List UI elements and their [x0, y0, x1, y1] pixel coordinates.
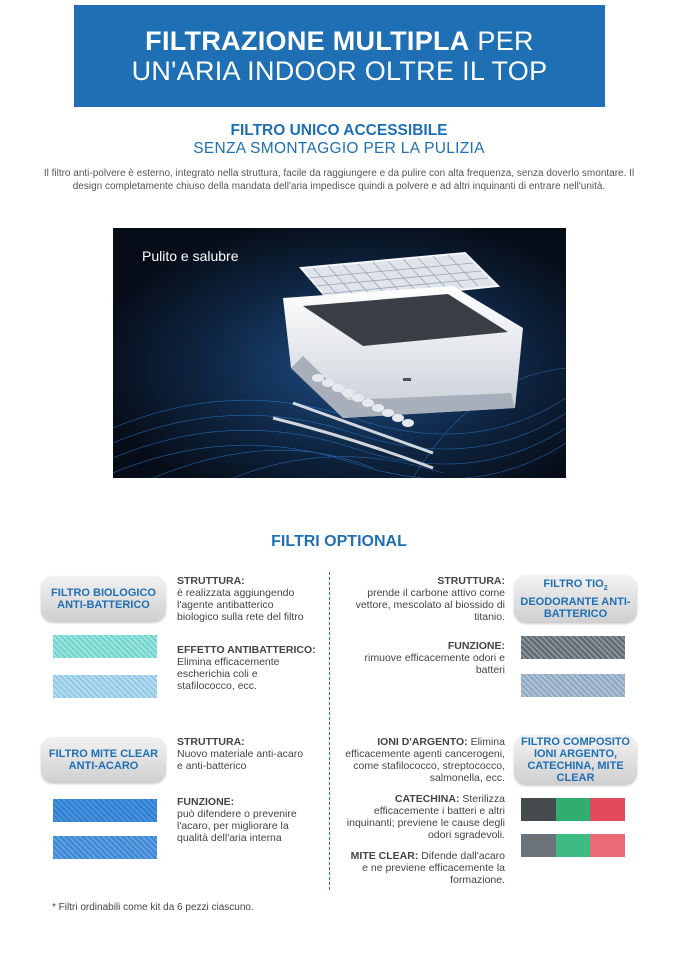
banner-line-2: UN'ARIA INDOOR OLTRE IL TOP	[131, 56, 548, 86]
air-conditioner-illustration	[113, 228, 566, 478]
mite-clear-structure: STRUTTURA: Nuovo materiale anti-acaro e anti-batterico	[177, 736, 304, 772]
bio-filter-effect: EFFETTO ANTIBATTERICO: Elimina efficacemente escherichia coli e stafilococco, ecc.	[177, 644, 316, 692]
composite-filter-swatch-1	[521, 798, 625, 821]
bio-filter-label: FILTRO BIOLOGICO ANTI-BATTERICO	[41, 576, 166, 622]
composite-silver-ions: IONI D'ARGENTO: Elimina efficacemente agenti cancerogeni, come stafilococco, streptococco, salmonella, ecc.	[345, 736, 505, 784]
composite-mite-clear: MITE CLEAR: Difende dall'acaro e ne previene efficacemente la formazione.	[350, 850, 505, 886]
tio2-filter-swatch-1	[521, 636, 625, 659]
composite-filter-swatch-2	[521, 834, 625, 857]
image-caption: Pulito e salubre	[142, 248, 239, 264]
composite-filter-label: FILTRO COMPOSITO IONI ARGENTO, CATECHINA, MITE CLEAR	[514, 735, 637, 785]
mite-clear-swatch-2	[53, 836, 157, 859]
bio-filter-swatch-2	[53, 675, 157, 698]
tio2-filter-label: FILTRO $TIO_2$ DEODORANTE ANTI-BATTERICO	[514, 575, 637, 623]
tio2-filter-function: FUNZIONE: rimuove efficacemente odori e batteri	[364, 640, 505, 676]
intro-paragraph: Il filtro anti-polvere è esterno, integrato nella struttura, facile da raggiungere e da pulire con alta frequenza, senza doverlo smontare. Il design completamente chiuso della mandata dell'aria impedisce quindi a polvere e ad altri inquinanti di entrare nell'unità.	[43, 168, 635, 192]
section-subtitle: SENZA SMONTAGGIO PER LA PULIZIA	[193, 140, 485, 157]
column-divider	[329, 572, 330, 890]
product-image	[113, 228, 566, 478]
bio-filter-structure: STRUTTURA: è realizzata aggiungendo l'agente antibatterico biologico sulla rete del filtro	[177, 575, 304, 623]
mite-clear-filter-label: FILTRO MITE CLEAR ANTI-ACARO	[41, 737, 166, 783]
header-banner	[74, 5, 605, 107]
composite-catechin: CATECHINA: Sterilizza efficacemente i batteri e altri inquinanti; previene le cause degli odori sgradevoli.	[346, 793, 505, 841]
tio2-filter-swatch-2	[521, 674, 625, 697]
optional-filters-title: FILTRI OPTIONAL	[271, 533, 407, 550]
section-title: FILTRO UNICO ACCESSIBILE	[230, 122, 448, 139]
tio2-filter-structure: STRUTTURA: prende il carbone attivo come vettore, mescolato al biossido di titanio.	[355, 575, 505, 623]
mite-clear-swatch-1	[53, 799, 157, 822]
banner-line-1: FILTRAZIONE MULTIPLA PER	[145, 26, 534, 56]
bio-filter-swatch-1	[53, 635, 157, 658]
footnote: * Filtri ordinabili come kit da 6 pezzi ciascuno.	[52, 902, 254, 913]
mite-clear-function: FUNZIONE: può difendere o prevenire l'acaro, per migliorare la qualità dell'aria interna	[177, 796, 297, 844]
